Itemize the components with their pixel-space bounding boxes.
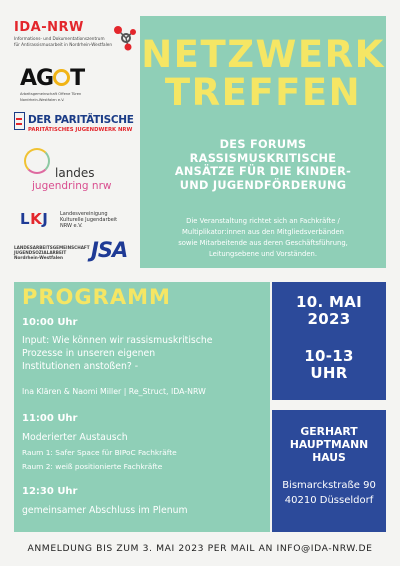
venue-panel <box>272 410 386 532</box>
agot-sub-2: Nordrhein-Westfalen e.V. <box>20 97 65 102</box>
lag-jsa-wordmark: JSA <box>91 238 128 262</box>
landesjugendring-text-2: jugendring nrw <box>32 180 112 192</box>
lag-jsa-logo <box>12 238 132 268</box>
agot-o-ring-icon <box>53 69 70 86</box>
molecule-icon <box>112 22 138 52</box>
lkj-logo <box>20 208 140 234</box>
venue-address: Bismarckstraße 90 40210 Düsseldorf <box>282 480 376 506</box>
landesjugendring-text-1: landes <box>55 166 95 180</box>
event-time: 10-13 UHR <box>304 347 354 382</box>
forum-subtitle: DES FORUMS RASSISMUSKRITISCHE ANSÄTZE FÜR DIE KINDER- UND JUGENDFÖRDERUNG <box>174 138 352 192</box>
registration-note: ANMELDUNG BIS ZUM 3. MAI 2023 PER MAIL AN INFO@IDA-NRW.DE <box>27 543 373 554</box>
ida-title: IDA-NRW <box>14 20 84 35</box>
program-item-1-time: 10:00 Uhr <box>22 317 78 328</box>
audience-description: Die Veranstaltung richtet sich an Fachkräfte / Multiplikator:innen aus den Mitgliedsverbänden sowie Mitarbeitende aus deren Geschäftsführung, Leitungsebene und Vorständen. <box>178 217 348 258</box>
program-item-2-text: Moderierter Austausch <box>22 432 128 443</box>
event-title: NETZWERK TREFFEN <box>141 33 385 114</box>
agot-wordmark: AG T <box>20 66 85 91</box>
landesjugendring-logo <box>22 146 132 198</box>
agot-sub-1: Arbeitsgemeinschaft Offene Türen <box>20 92 82 96</box>
program-item-2-time: 11:00 Uhr <box>22 413 78 424</box>
ida-nrw-logo <box>14 20 138 62</box>
program-item-2-room-2: Raum 2: weiß positionierte Fachkräfte <box>22 462 163 471</box>
lag-jsa-sub: LANDESARBEITSGEMEINSCHAFT JUGENDSOZIALARBEIT Nordrhein-Westfalen <box>14 245 90 260</box>
program-panel <box>14 282 270 532</box>
program-item-3-text: gemeinsamer Abschluss im Plenum <box>22 505 188 516</box>
program-item-2-room-1: Raum 1: Safer Space für BIPoC Fachkräfte <box>22 448 177 457</box>
header-panel <box>140 16 386 268</box>
agot-logo <box>20 66 130 106</box>
date-panel <box>272 282 386 400</box>
ida-sub-1: Informations- und Dokumentationszentrum <box>14 36 105 41</box>
landesjugendring-ring-icon <box>24 148 50 174</box>
program-item-3-time: 12:30 Uhr <box>22 486 78 497</box>
program-title: PROGRAMM <box>22 285 171 309</box>
lkj-sub: Landesvereinigung Kulturelle Jugendarbeit NRW e.V. <box>60 211 118 229</box>
paritaetische-sub: PARITÄTISCHES JUGENDWERK NRW <box>28 127 133 133</box>
ida-sub-2: für Antirassismusarbeit in Nordrhein-Westfalen <box>14 42 112 47</box>
lkj-wordmark: LKJ <box>20 210 49 228</box>
paritaetische-flag-icon <box>14 112 25 130</box>
program-item-1-speakers: Ina Klären & Naomi Miller | Re_Struct, IDA-NRW <box>22 387 206 396</box>
paritaetische-logo <box>14 112 138 140</box>
program-item-1-text: Input: Wie können wir rassismuskritische Prozesse in unseren eigenen Institutionen anstoßen? - <box>22 335 213 372</box>
event-date: 10. MAI 2023 <box>295 293 362 328</box>
paritaetische-main: DER PARITÄTISCHE <box>28 114 134 126</box>
venue-name: GERHART HAUPTMANN HAUS <box>289 425 369 464</box>
